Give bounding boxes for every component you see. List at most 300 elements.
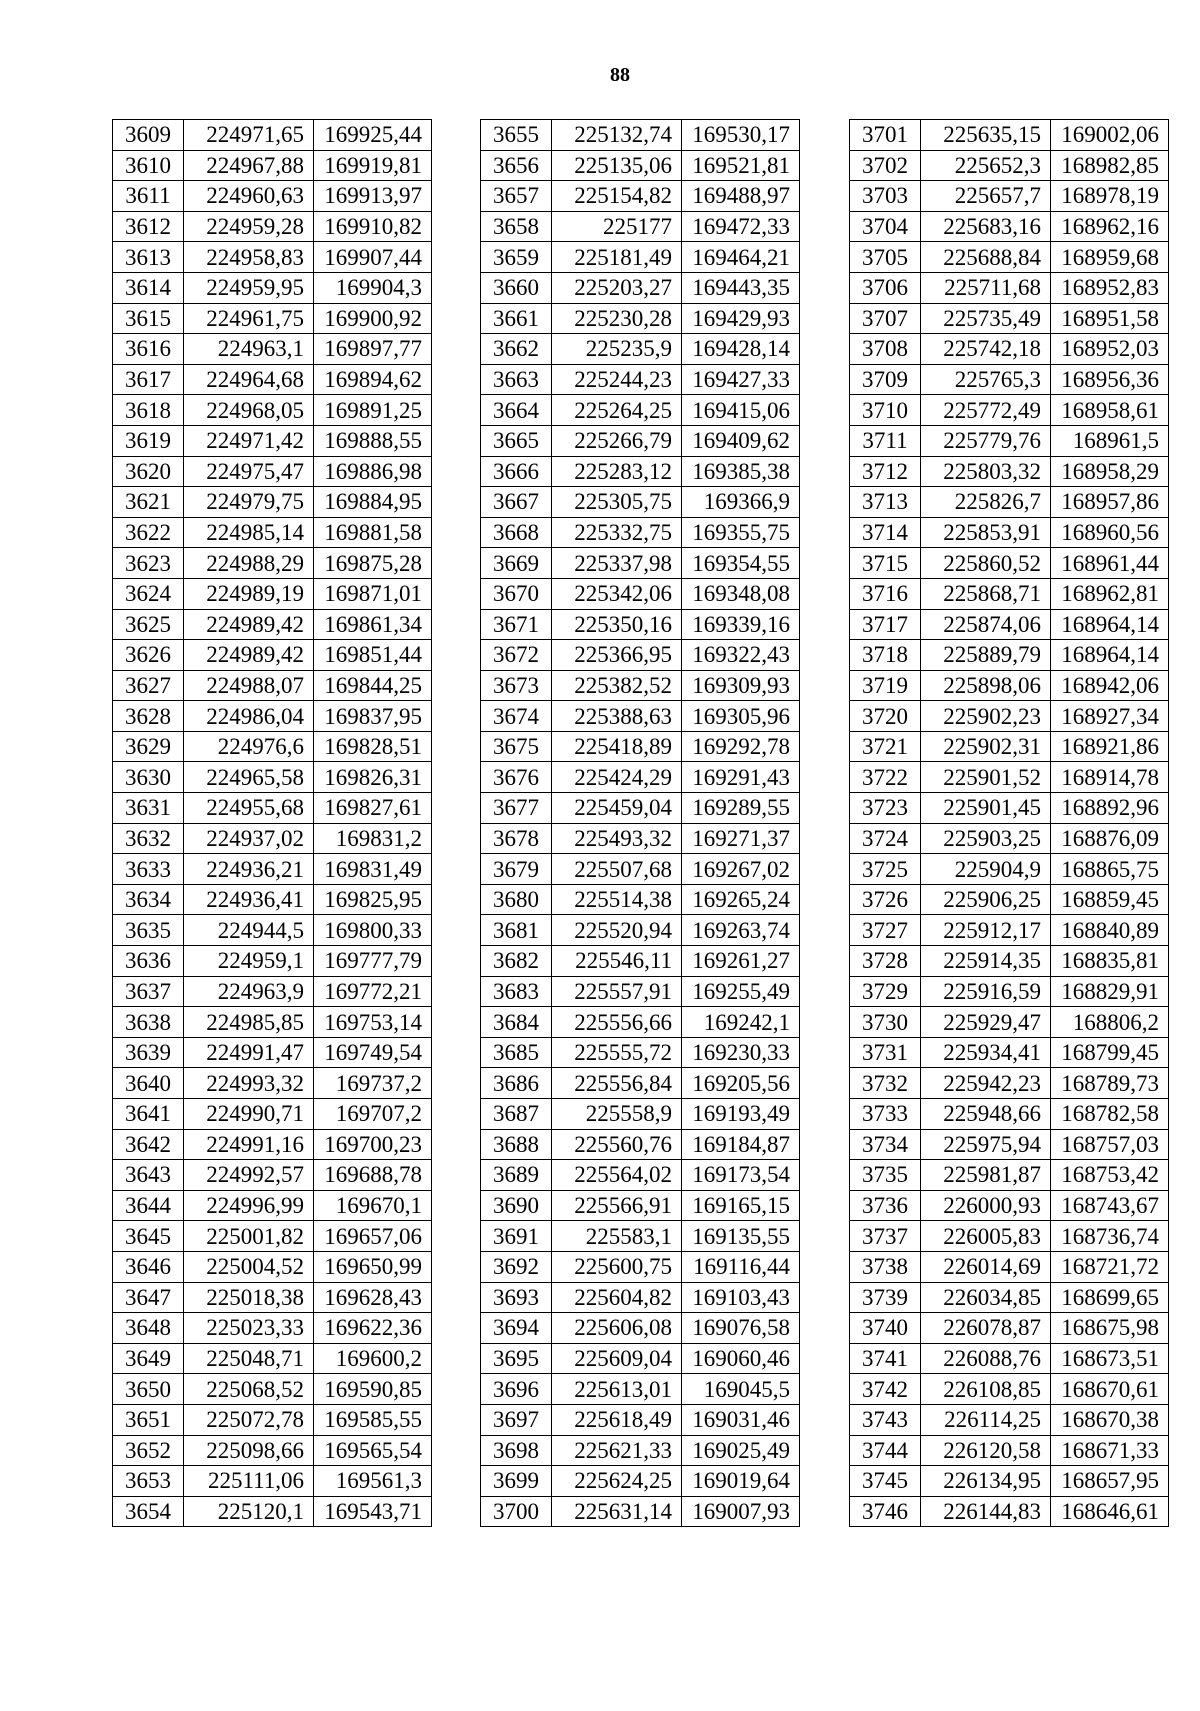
- table-row: [481, 976, 800, 1007]
- x-coordinate-cell: 225742,18: [921, 334, 1051, 365]
- point-number-cell: 3711: [850, 425, 921, 456]
- point-number-cell: 3684: [481, 1007, 552, 1038]
- x-coordinate-cell: 225459,04: [552, 793, 682, 824]
- x-coordinate-cell: 225023,33: [184, 1313, 314, 1344]
- point-number-cell: 3631: [113, 793, 184, 824]
- point-number-cell: 3670: [481, 578, 552, 609]
- y-coordinate-cell: 169777,79: [314, 946, 432, 977]
- y-coordinate-cell: 169561,3: [314, 1466, 432, 1497]
- x-coordinate-cell: 225624,25: [552, 1466, 682, 1497]
- table-row: [850, 854, 1169, 885]
- point-number-cell: 3641: [113, 1099, 184, 1130]
- point-number-cell: 3676: [481, 762, 552, 793]
- table-row: [481, 334, 800, 365]
- point-number-cell: 3717: [850, 609, 921, 640]
- y-coordinate-cell: 169488,97: [682, 181, 800, 212]
- point-number-cell: 3710: [850, 395, 921, 426]
- x-coordinate-cell: 225342,06: [552, 578, 682, 609]
- x-coordinate-cell: 225546,11: [552, 946, 682, 977]
- x-coordinate-cell: 225177: [552, 211, 682, 242]
- y-coordinate-cell: 169165,15: [682, 1190, 800, 1221]
- point-number-cell: 3709: [850, 364, 921, 395]
- y-coordinate-cell: 168927,34: [1051, 701, 1169, 732]
- point-number-cell: 3614: [113, 272, 184, 303]
- y-coordinate-cell: 169831,2: [314, 823, 432, 854]
- x-coordinate-cell: 225902,31: [921, 731, 1051, 762]
- table-row: [481, 946, 800, 977]
- point-number-cell: 3621: [113, 487, 184, 518]
- x-coordinate-cell: 225557,91: [552, 976, 682, 1007]
- point-number-cell: 3657: [481, 181, 552, 212]
- y-coordinate-cell: 169007,93: [682, 1496, 800, 1527]
- y-coordinate-cell: 168982,85: [1051, 150, 1169, 181]
- x-coordinate-cell: 225711,68: [921, 272, 1051, 303]
- y-coordinate-cell: 168799,45: [1051, 1037, 1169, 1068]
- point-number-cell: 3639: [113, 1037, 184, 1068]
- table-row: [113, 1037, 432, 1068]
- point-number-cell: 3635: [113, 915, 184, 946]
- point-number-cell: 3689: [481, 1160, 552, 1191]
- x-coordinate-cell: 224955,68: [184, 793, 314, 824]
- table-row: [850, 303, 1169, 334]
- table-row: [481, 884, 800, 915]
- y-coordinate-cell: 169925,44: [314, 120, 432, 151]
- table-row: [850, 1496, 1169, 1527]
- x-coordinate-cell: 225072,78: [184, 1404, 314, 1435]
- point-number-cell: 3713: [850, 487, 921, 518]
- point-number-cell: 3681: [481, 915, 552, 946]
- x-coordinate-cell: 225934,41: [921, 1037, 1051, 1068]
- table-row: [481, 1221, 800, 1252]
- y-coordinate-cell: 169292,78: [682, 731, 800, 762]
- y-coordinate-cell: 169193,49: [682, 1099, 800, 1130]
- x-coordinate-cell: 225606,08: [552, 1313, 682, 1344]
- table-row: [850, 1190, 1169, 1221]
- point-number-cell: 3703: [850, 181, 921, 212]
- x-coordinate-cell: 225609,04: [552, 1343, 682, 1374]
- table-row: [113, 487, 432, 518]
- table-row: [481, 1037, 800, 1068]
- x-coordinate-cell: 225244,23: [552, 364, 682, 395]
- x-coordinate-cell: 224960,63: [184, 181, 314, 212]
- y-coordinate-cell: 169173,54: [682, 1160, 800, 1191]
- y-coordinate-cell: 169271,37: [682, 823, 800, 854]
- x-coordinate-cell: 225337,98: [552, 548, 682, 579]
- x-coordinate-cell: 225555,72: [552, 1037, 682, 1068]
- x-coordinate-cell: 225235,9: [552, 334, 682, 365]
- y-coordinate-cell: 169825,95: [314, 884, 432, 915]
- table-row: [481, 915, 800, 946]
- point-number-cell: 3626: [113, 640, 184, 671]
- x-coordinate-cell: 225560,76: [552, 1129, 682, 1160]
- point-number-cell: 3706: [850, 272, 921, 303]
- y-coordinate-cell: 169265,24: [682, 884, 800, 915]
- table-row: [481, 1160, 800, 1191]
- table-row: [481, 1068, 800, 1099]
- x-coordinate-cell: 225683,16: [921, 211, 1051, 242]
- table-row: [850, 823, 1169, 854]
- x-coordinate-cell: 224967,88: [184, 150, 314, 181]
- point-number-cell: 3618: [113, 395, 184, 426]
- y-coordinate-cell: 168835,81: [1051, 946, 1169, 977]
- table-row: [113, 731, 432, 762]
- y-coordinate-cell: 169600,2: [314, 1343, 432, 1374]
- point-number-cell: 3741: [850, 1343, 921, 1374]
- x-coordinate-cell: 225283,12: [552, 456, 682, 487]
- table-row: [113, 548, 432, 579]
- y-coordinate-cell: 169851,44: [314, 640, 432, 671]
- x-coordinate-cell: 225912,17: [921, 915, 1051, 946]
- point-number-cell: 3726: [850, 884, 921, 915]
- table-row: [481, 303, 800, 334]
- y-coordinate-cell: 169472,33: [682, 211, 800, 242]
- point-number-cell: 3716: [850, 578, 921, 609]
- point-number-cell: 3652: [113, 1435, 184, 1466]
- table-row: [481, 1466, 800, 1497]
- point-number-cell: 3732: [850, 1068, 921, 1099]
- x-coordinate-cell: 225424,29: [552, 762, 682, 793]
- y-coordinate-cell: 168671,33: [1051, 1435, 1169, 1466]
- y-coordinate-cell: 169844,25: [314, 670, 432, 701]
- point-number-cell: 3697: [481, 1404, 552, 1435]
- x-coordinate-cell: 226014,69: [921, 1251, 1051, 1282]
- table-row: [850, 1007, 1169, 1038]
- point-number-cell: 3645: [113, 1221, 184, 1252]
- x-coordinate-cell: 225018,38: [184, 1282, 314, 1313]
- point-number-cell: 3735: [850, 1160, 921, 1191]
- y-coordinate-cell: 169309,93: [682, 670, 800, 701]
- y-coordinate-cell: 168782,58: [1051, 1099, 1169, 1130]
- y-coordinate-cell: 169427,33: [682, 364, 800, 395]
- table-row: [113, 1282, 432, 1313]
- x-coordinate-cell: 225657,7: [921, 181, 1051, 212]
- x-coordinate-cell: 225230,28: [552, 303, 682, 334]
- x-coordinate-cell: 225600,75: [552, 1251, 682, 1282]
- coordinates-table-2: [480, 119, 800, 1527]
- y-coordinate-cell: 169737,2: [314, 1068, 432, 1099]
- x-coordinate-cell: 225902,23: [921, 701, 1051, 732]
- x-coordinate-cell: 225203,27: [552, 272, 682, 303]
- y-coordinate-cell: 169521,81: [682, 150, 800, 181]
- y-coordinate-cell: 169348,08: [682, 578, 800, 609]
- x-coordinate-cell: 225803,32: [921, 456, 1051, 487]
- y-coordinate-cell: 169871,01: [314, 578, 432, 609]
- y-coordinate-cell: 168961,44: [1051, 548, 1169, 579]
- x-coordinate-cell: 224989,42: [184, 640, 314, 671]
- table-row: [481, 1190, 800, 1221]
- point-number-cell: 3653: [113, 1466, 184, 1497]
- table-row: [850, 1313, 1169, 1344]
- x-coordinate-cell: 224964,68: [184, 364, 314, 395]
- point-number-cell: 3740: [850, 1313, 921, 1344]
- table-row: [850, 1374, 1169, 1405]
- x-coordinate-cell: 225120,1: [184, 1496, 314, 1527]
- point-number-cell: 3727: [850, 915, 921, 946]
- x-coordinate-cell: 225048,71: [184, 1343, 314, 1374]
- table-row: [113, 120, 432, 151]
- table-row: [850, 548, 1169, 579]
- y-coordinate-cell: 168952,83: [1051, 272, 1169, 303]
- y-coordinate-cell: 169800,33: [314, 915, 432, 946]
- y-coordinate-cell: 169826,31: [314, 762, 432, 793]
- x-coordinate-cell: 224965,58: [184, 762, 314, 793]
- x-coordinate-cell: 224959,28: [184, 211, 314, 242]
- x-coordinate-cell: 225366,95: [552, 640, 682, 671]
- table-row: [481, 1099, 800, 1130]
- table-row: [481, 548, 800, 579]
- point-number-cell: 3682: [481, 946, 552, 977]
- table-row: [113, 1374, 432, 1405]
- x-coordinate-cell: 224959,95: [184, 272, 314, 303]
- y-coordinate-cell: 169385,38: [682, 456, 800, 487]
- y-coordinate-cell: 169339,16: [682, 609, 800, 640]
- x-coordinate-cell: 225514,38: [552, 884, 682, 915]
- y-coordinate-cell: 168673,51: [1051, 1343, 1169, 1374]
- y-coordinate-cell: 169263,74: [682, 915, 800, 946]
- x-coordinate-cell: 224959,1: [184, 946, 314, 977]
- table-row: [113, 364, 432, 395]
- page-number: 88: [610, 64, 630, 86]
- point-number-cell: 3734: [850, 1129, 921, 1160]
- point-number-cell: 3666: [481, 456, 552, 487]
- table-row: [113, 884, 432, 915]
- x-coordinate-cell: 224985,85: [184, 1007, 314, 1038]
- table-row: [113, 150, 432, 181]
- point-number-cell: 3633: [113, 854, 184, 885]
- x-coordinate-cell: 224991,47: [184, 1037, 314, 1068]
- table-row: [850, 976, 1169, 1007]
- y-coordinate-cell: 169888,55: [314, 425, 432, 456]
- y-coordinate-cell: 168859,45: [1051, 884, 1169, 915]
- x-coordinate-cell: 225564,02: [552, 1160, 682, 1191]
- table-row: [481, 364, 800, 395]
- y-coordinate-cell: 168962,81: [1051, 578, 1169, 609]
- table-row: [850, 946, 1169, 977]
- point-number-cell: 3739: [850, 1282, 921, 1313]
- table-row: [113, 1129, 432, 1160]
- point-number-cell: 3649: [113, 1343, 184, 1374]
- y-coordinate-cell: 169184,87: [682, 1129, 800, 1160]
- point-number-cell: 3699: [481, 1466, 552, 1497]
- x-coordinate-cell: 225735,49: [921, 303, 1051, 334]
- table-row: [850, 1129, 1169, 1160]
- y-coordinate-cell: 169772,21: [314, 976, 432, 1007]
- table-row: [481, 854, 800, 885]
- table-row: [113, 395, 432, 426]
- point-number-cell: 3720: [850, 701, 921, 732]
- table-row: [113, 1496, 432, 1527]
- x-coordinate-cell: 224976,6: [184, 731, 314, 762]
- point-number-cell: 3731: [850, 1037, 921, 1068]
- point-number-cell: 3724: [850, 823, 921, 854]
- table-row: [481, 578, 800, 609]
- x-coordinate-cell: 224988,29: [184, 548, 314, 579]
- x-coordinate-cell: 224993,32: [184, 1068, 314, 1099]
- x-coordinate-cell: 225507,68: [552, 854, 682, 885]
- y-coordinate-cell: 169025,49: [682, 1435, 800, 1466]
- y-coordinate-cell: 168675,98: [1051, 1313, 1169, 1344]
- x-coordinate-cell: 224991,16: [184, 1129, 314, 1160]
- point-number-cell: 3609: [113, 120, 184, 151]
- y-coordinate-cell: 168958,29: [1051, 456, 1169, 487]
- table-row: [481, 456, 800, 487]
- point-number-cell: 3622: [113, 517, 184, 548]
- y-coordinate-cell: 168960,56: [1051, 517, 1169, 548]
- table-row: [850, 915, 1169, 946]
- x-coordinate-cell: 225583,1: [552, 1221, 682, 1252]
- point-number-cell: 3665: [481, 425, 552, 456]
- x-coordinate-cell: 224989,19: [184, 578, 314, 609]
- y-coordinate-cell: 169590,85: [314, 1374, 432, 1405]
- point-number-cell: 3625: [113, 609, 184, 640]
- point-number-cell: 3646: [113, 1251, 184, 1282]
- x-coordinate-cell: 224963,1: [184, 334, 314, 365]
- table-row: [481, 793, 800, 824]
- table-row: [850, 487, 1169, 518]
- point-number-cell: 3671: [481, 609, 552, 640]
- point-number-cell: 3746: [850, 1496, 921, 1527]
- table-row: [481, 211, 800, 242]
- point-number-cell: 3722: [850, 762, 921, 793]
- y-coordinate-cell: 169291,43: [682, 762, 800, 793]
- table-row: [850, 1282, 1169, 1313]
- point-number-cell: 3620: [113, 456, 184, 487]
- point-number-cell: 3640: [113, 1068, 184, 1099]
- table-row: [113, 793, 432, 824]
- table-row: [113, 1343, 432, 1374]
- y-coordinate-cell: 169305,96: [682, 701, 800, 732]
- table-row: [850, 762, 1169, 793]
- x-coordinate-cell: 225382,52: [552, 670, 682, 701]
- y-coordinate-cell: 168829,91: [1051, 976, 1169, 1007]
- y-coordinate-cell: 169076,58: [682, 1313, 800, 1344]
- point-number-cell: 3669: [481, 548, 552, 579]
- table-row: [481, 425, 800, 456]
- y-coordinate-cell: 169670,1: [314, 1190, 432, 1221]
- x-coordinate-cell: 225111,06: [184, 1466, 314, 1497]
- y-coordinate-cell: 169831,49: [314, 854, 432, 885]
- table-row: [481, 1435, 800, 1466]
- y-coordinate-cell: 169749,54: [314, 1037, 432, 1068]
- x-coordinate-cell: 225942,23: [921, 1068, 1051, 1099]
- table-row: [113, 272, 432, 303]
- y-coordinate-cell: 169688,78: [314, 1160, 432, 1191]
- point-number-cell: 3705: [850, 242, 921, 273]
- y-coordinate-cell: 168961,5: [1051, 425, 1169, 456]
- x-coordinate-cell: 224979,75: [184, 487, 314, 518]
- table-row: [850, 1404, 1169, 1435]
- y-coordinate-cell: 169045,5: [682, 1374, 800, 1405]
- table-row: [850, 640, 1169, 671]
- point-number-cell: 3636: [113, 946, 184, 977]
- x-coordinate-cell: 224975,47: [184, 456, 314, 487]
- point-number-cell: 3685: [481, 1037, 552, 1068]
- table-row: [113, 670, 432, 701]
- y-coordinate-cell: 169565,54: [314, 1435, 432, 1466]
- y-coordinate-cell: 169913,97: [314, 181, 432, 212]
- x-coordinate-cell: 224971,65: [184, 120, 314, 151]
- table-row: [850, 181, 1169, 212]
- point-number-cell: 3712: [850, 456, 921, 487]
- point-number-cell: 3675: [481, 731, 552, 762]
- coordinates-table-3: [849, 119, 1169, 1527]
- y-coordinate-cell: 168958,61: [1051, 395, 1169, 426]
- point-number-cell: 3627: [113, 670, 184, 701]
- table-row: [850, 1160, 1169, 1191]
- y-coordinate-cell: 169891,25: [314, 395, 432, 426]
- table-row: [850, 395, 1169, 426]
- point-number-cell: 3638: [113, 1007, 184, 1038]
- point-number-cell: 3659: [481, 242, 552, 273]
- y-coordinate-cell: 169464,21: [682, 242, 800, 273]
- y-coordinate-cell: 168743,67: [1051, 1190, 1169, 1221]
- point-number-cell: 3745: [850, 1466, 921, 1497]
- point-number-cell: 3683: [481, 976, 552, 1007]
- point-number-cell: 3733: [850, 1099, 921, 1130]
- table-row: [481, 670, 800, 701]
- y-coordinate-cell: 169919,81: [314, 150, 432, 181]
- table-row: [481, 701, 800, 732]
- y-coordinate-cell: 168757,03: [1051, 1129, 1169, 1160]
- y-coordinate-cell: 169060,46: [682, 1343, 800, 1374]
- table-row: [113, 640, 432, 671]
- y-coordinate-cell: 169837,95: [314, 701, 432, 732]
- y-coordinate-cell: 168952,03: [1051, 334, 1169, 365]
- x-coordinate-cell: 225874,06: [921, 609, 1051, 640]
- table-row: [481, 1313, 800, 1344]
- point-number-cell: 3613: [113, 242, 184, 273]
- table-row: [850, 1251, 1169, 1282]
- table-row: [481, 517, 800, 548]
- point-number-cell: 3728: [850, 946, 921, 977]
- table-row: [850, 884, 1169, 915]
- point-number-cell: 3630: [113, 762, 184, 793]
- point-number-cell: 3668: [481, 517, 552, 548]
- y-coordinate-cell: 168956,36: [1051, 364, 1169, 395]
- coordinates-table-1: [112, 119, 432, 1527]
- point-number-cell: 3643: [113, 1160, 184, 1191]
- point-number-cell: 3707: [850, 303, 921, 334]
- y-coordinate-cell: 169354,55: [682, 548, 800, 579]
- y-coordinate-cell: 169875,28: [314, 548, 432, 579]
- y-coordinate-cell: 169242,1: [682, 1007, 800, 1038]
- y-coordinate-cell: 168657,95: [1051, 1466, 1169, 1497]
- table-row: [850, 120, 1169, 151]
- point-number-cell: 3743: [850, 1404, 921, 1435]
- y-coordinate-cell: 168959,68: [1051, 242, 1169, 273]
- table-row: [481, 762, 800, 793]
- x-coordinate-cell: 225181,49: [552, 242, 682, 273]
- x-coordinate-cell: 225135,06: [552, 150, 682, 181]
- table-row: [113, 242, 432, 273]
- x-coordinate-cell: 224936,21: [184, 854, 314, 885]
- table-row: [113, 823, 432, 854]
- y-coordinate-cell: 169267,02: [682, 854, 800, 885]
- table-row: [850, 1466, 1169, 1497]
- x-coordinate-cell: 225566,91: [552, 1190, 682, 1221]
- y-coordinate-cell: 168840,89: [1051, 915, 1169, 946]
- point-number-cell: 3661: [481, 303, 552, 334]
- y-coordinate-cell: 168914,78: [1051, 762, 1169, 793]
- x-coordinate-cell: 225350,16: [552, 609, 682, 640]
- x-coordinate-cell: 225266,79: [552, 425, 682, 456]
- table-row: [850, 364, 1169, 395]
- x-coordinate-cell: 225826,7: [921, 487, 1051, 518]
- y-coordinate-cell: 169886,98: [314, 456, 432, 487]
- x-coordinate-cell: 225613,01: [552, 1374, 682, 1405]
- y-coordinate-cell: 169031,46: [682, 1404, 800, 1435]
- y-coordinate-cell: 169904,3: [314, 272, 432, 303]
